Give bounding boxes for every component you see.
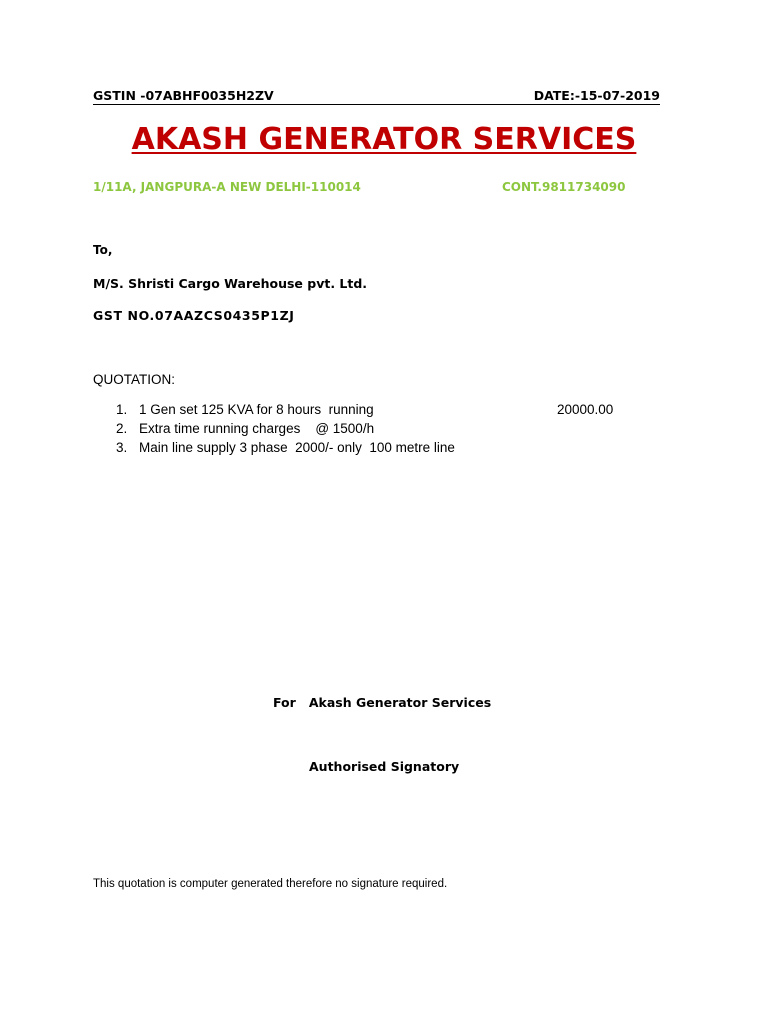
authorised-signatory: Authorised Signatory [309, 759, 460, 774]
item-description: 1 Gen set 125 KVA for 8 hours running [139, 402, 374, 417]
recipient-gst: GST NO.07AAZCS0435P1ZJ [93, 308, 295, 323]
item-number: 3. [116, 440, 128, 455]
signature-for-line: For Akash Generator Services [273, 695, 492, 710]
recipient-name: M/S. Shristi Cargo Warehouse pvt. Ltd. [93, 276, 368, 291]
salutation: To, [93, 243, 113, 257]
item-number: 1. [116, 402, 128, 417]
list-item [116, 419, 636, 438]
gstin-number: GSTIN -07ABHF0035H2ZV [93, 88, 274, 103]
list-item [116, 438, 636, 457]
item-amount: 20000.00 [557, 402, 614, 417]
company-name: AKASH GENERATOR SERVICES [131, 122, 637, 157]
footer-note: This quotation is computer generated therefore no signature required. [93, 878, 448, 890]
document-date: DATE:-15-07-2019 [533, 88, 660, 103]
company-address: 1/11A, JANGPURA-A NEW DELHI-110014 [93, 180, 361, 194]
item-description: Extra time running charges @ 1500/h [139, 421, 375, 436]
company-contact: CONT.9811734090 [502, 180, 626, 194]
company-name-heading [0, 120, 768, 160]
item-number: 2. [116, 421, 128, 436]
item-description: Main line supply 3 phase 2000/- only 100 metre line [139, 440, 455, 455]
list-item [116, 400, 636, 419]
quotation-label: QUOTATION: [93, 372, 175, 387]
document-header [93, 88, 660, 105]
quotation-items-list [116, 400, 636, 457]
